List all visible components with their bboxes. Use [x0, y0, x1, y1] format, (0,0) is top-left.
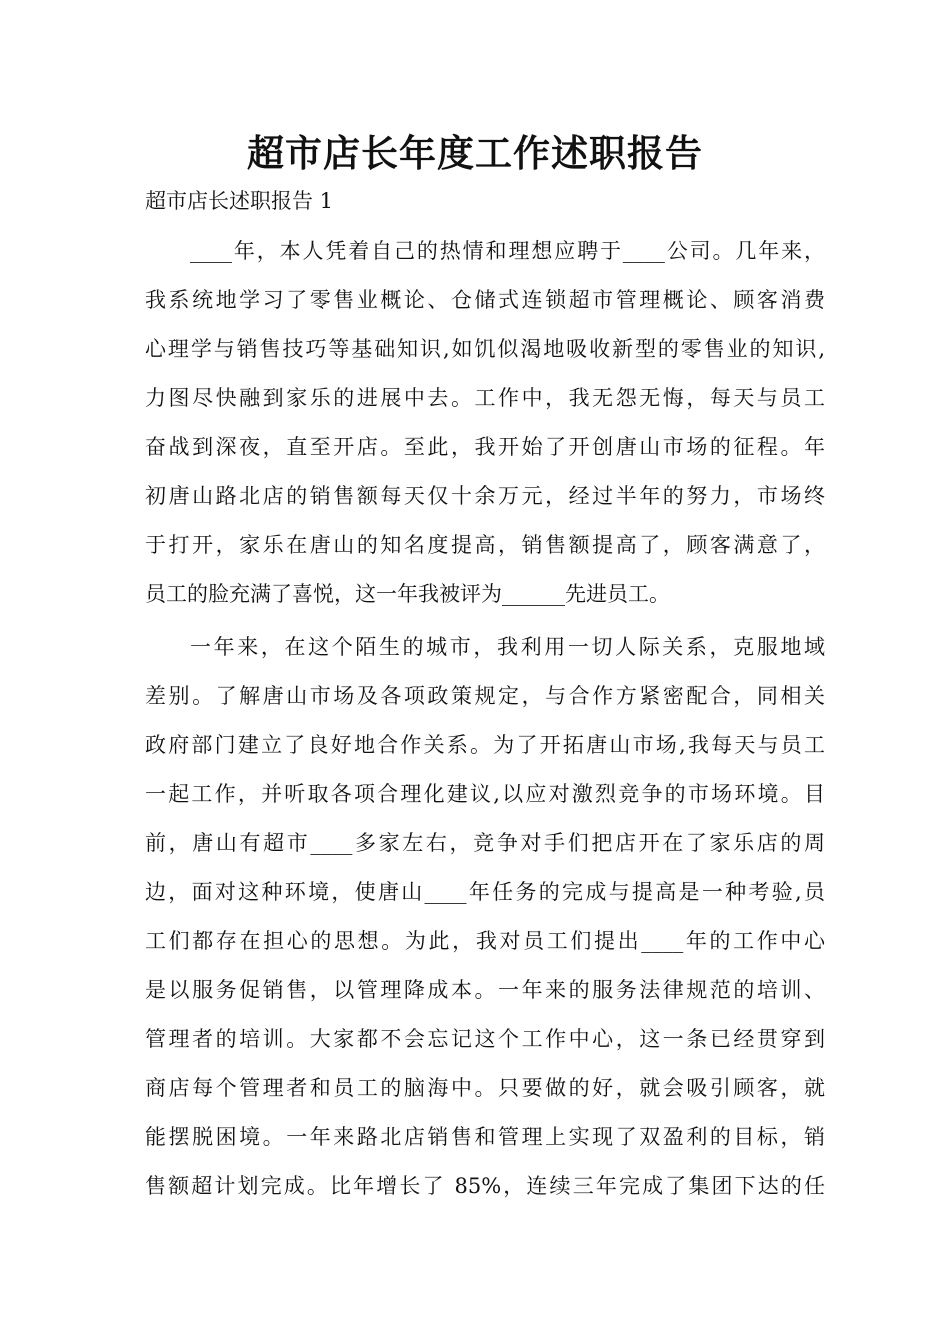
- paragraph-line: 力图尽快融到家乐的进展中去。工作中，我无怨无悔，每天与员工: [145, 386, 825, 410]
- paragraph-line: 一年来，在这个陌生的城市，我利用一切人际关系，克服地域: [190, 635, 825, 659]
- paragraph-line: 一起工作，并听取各项合理化建议,以应对激烈竞争的市场环境。目: [145, 782, 825, 806]
- paragraph-line: 心理学与销售技巧等基础知识,如饥似渴地吸收新型的零售业的知识,: [145, 337, 825, 361]
- paragraph-line: ____年，本人凭着自己的热情和理想应聘于____公司。几年来，: [190, 239, 825, 263]
- paragraph-line: 差别。了解唐山市场及各项政策规定，与合作方紧密配合，同相关: [145, 684, 825, 708]
- paragraph-line: 政府部门建立了良好地合作关系。为了开拓唐山市场,我每天与员工: [145, 733, 825, 757]
- paragraph-line: 前，唐山有超市____多家左右，竞争对手们把店开在了家乐店的周: [145, 831, 825, 855]
- paragraph-line: 能摆脱困境。一年来路北店销售和管理上实现了双盈利的目标，销: [145, 1125, 825, 1149]
- section-subtitle: 超市店长述职报告 1: [145, 189, 334, 213]
- paragraph-line: 售额超计划完成。比年增长了 85%，连续三年完成了集团下达的任: [145, 1174, 825, 1198]
- document-title: 超市店长年度工作述职报告: [247, 131, 703, 175]
- paragraph-line: 员工的脸充满了喜悦，这一年我被评为______先进员工。: [145, 582, 670, 606]
- paragraph-line: 于打开，家乐在唐山的知名度提高，销售额提高了，顾客满意了，: [145, 533, 825, 557]
- paragraph-line: 初唐山路北店的销售额每天仅十余万元，经过半年的努力，市场终: [145, 484, 825, 508]
- paragraph-line: 我系统地学习了零售业概论、仓储式连锁超市管理概论、顾客消费: [145, 288, 825, 312]
- paragraph-line: 商店每个管理者和员工的脑海中。只要做的好，就会吸引顾客，就: [145, 1076, 825, 1100]
- paragraph-line: 是以服务促销售，以管理降成本。一年来的服务法律规范的培训、: [145, 978, 825, 1002]
- paragraph-2: [145, 623, 825, 1211]
- paragraph-line: 工们都存在担心的思想。为此，我对员工们提出____年的工作中心: [145, 929, 825, 953]
- paragraph-line: 管理者的培训。大家都不会忘记这个工作中心，这一条已经贯穿到: [145, 1027, 825, 1051]
- paragraph-line: 奋战到深夜，直至开店。至此，我开始了开创唐山市场的征程。年: [145, 435, 825, 459]
- paragraph-1: [145, 227, 825, 619]
- paragraph-line: 边，面对这种环境，使唐山____年任务的完成与提高是一种考验,员: [145, 880, 825, 904]
